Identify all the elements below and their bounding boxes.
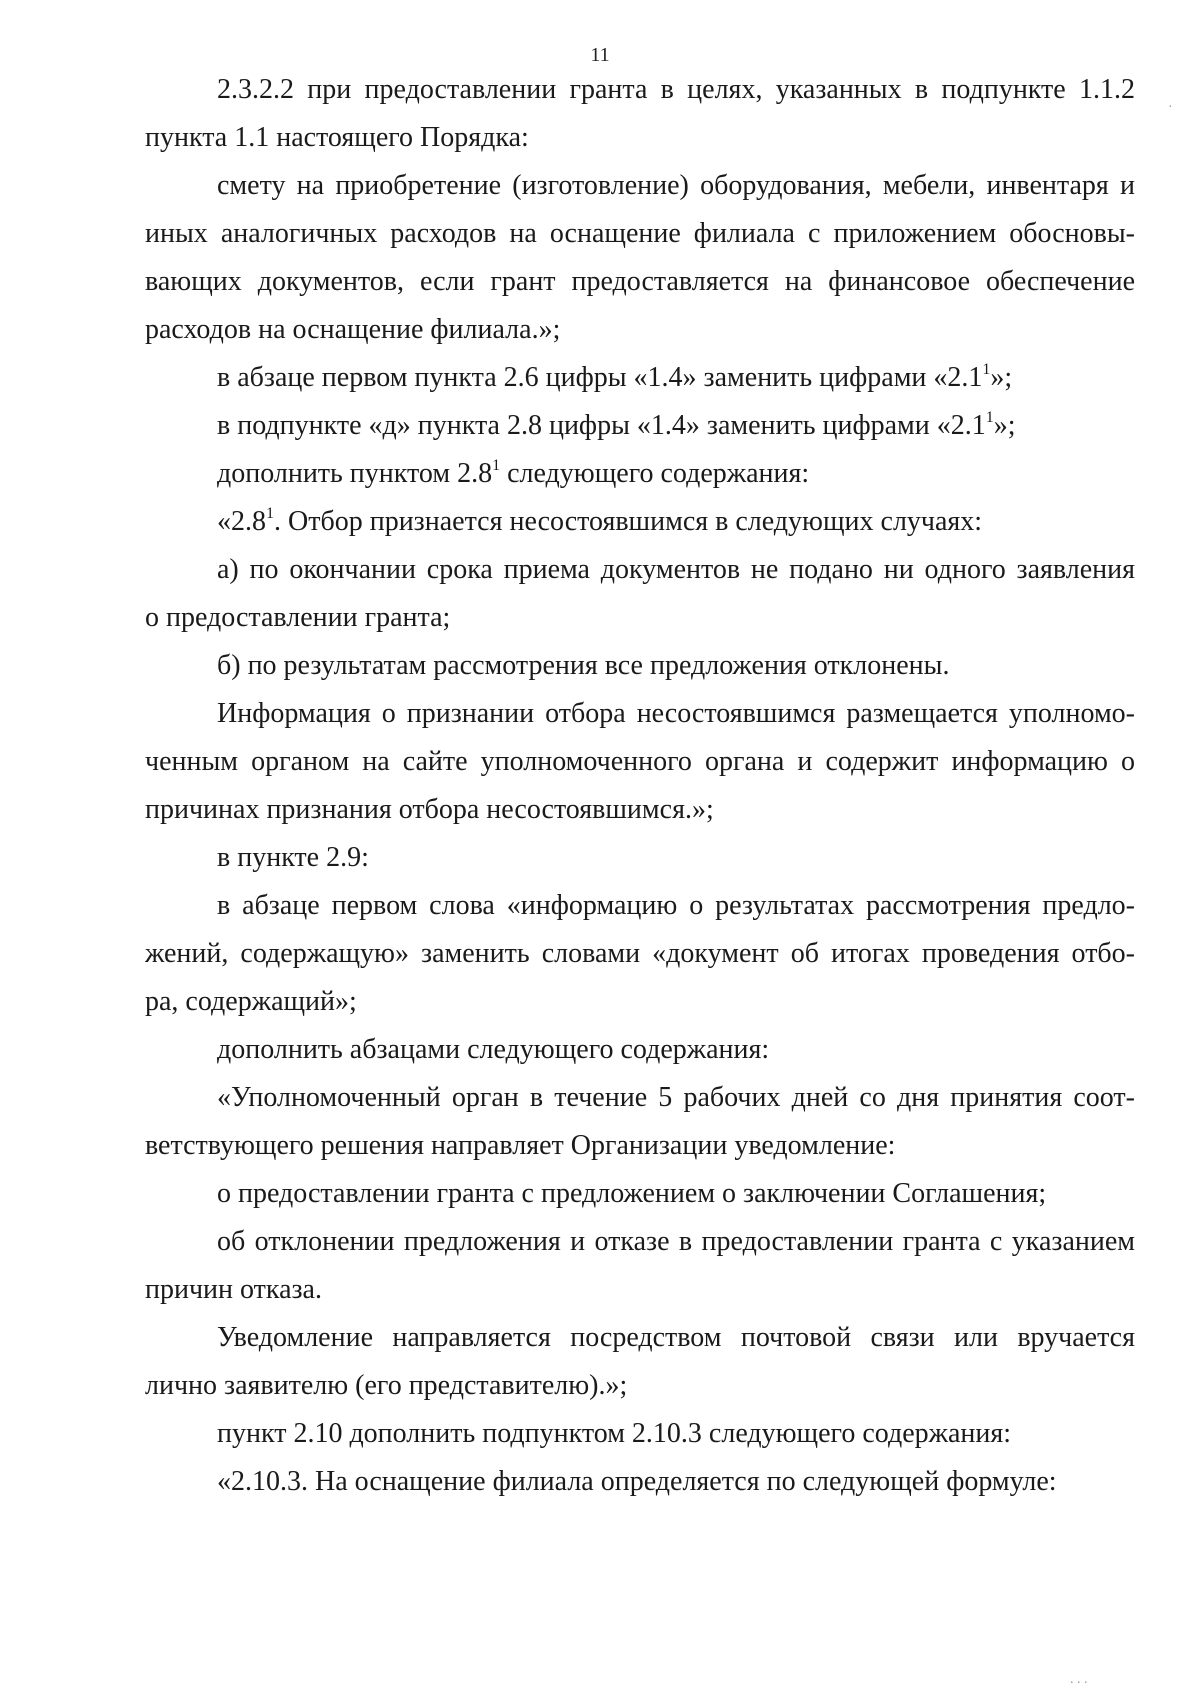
line-text: об отклонении предложения и отказе в предоставлении гранта с указанием [217,1226,1135,1257]
text-line [217,1416,1011,1452]
line-text: о предоставлении гранта; [145,602,451,633]
text-line [217,696,1135,732]
line-text: дополнить абзацами следующего содержания: [217,1034,770,1065]
text-line [145,120,529,156]
text-line [145,1128,895,1164]
text-line [217,408,1016,444]
line-text-tail: . Отбор признается несостоявшимся в следующих случаях: [274,506,983,537]
line-text: лично заявителю (его представителю).»; [145,1370,628,1401]
line-text: в абзаце первом слова «информацию о результатах рассмотрения предло- [217,890,1135,921]
text-line [217,552,1135,588]
superscript: 1 [492,457,501,474]
text-line [145,792,714,828]
text-line [145,216,1135,252]
line-text: пункта 1.1 настоящего Порядка: [145,122,529,153]
line-text: ветствующего решения направляет Организации уведомление: [145,1130,896,1161]
line-text: вающих документов, если грант предоставляется на финансовое обеспечение [145,266,1135,297]
line-text: Информация о признании отбора несостоявшимся размещается уполномо- [217,698,1135,729]
superscript: 1 [985,409,994,426]
line-text: смету на приобретение (изготовление) оборудования, мебели, инвентаря и [217,170,1135,201]
text-line [217,1320,1135,1356]
text-line [217,1080,1135,1116]
line-text: иных аналогичных расходов на оснащение филиала с приложением обосновы- [145,218,1135,249]
text-line [145,744,1135,780]
line-text: причинах признания отбора несостоявшимся.»; [145,794,714,825]
line-text: пункт 2.10 дополнить подпунктом 2.10.3 следующего содержания: [217,1418,1012,1449]
line-text: в абзаце первом пункта 2.6 цифры «1.4» заменить цифрами «2.1 [217,362,983,393]
text-line [145,1272,322,1308]
text-line [217,456,809,492]
text-line [145,1368,627,1404]
line-text-tail: »; [990,362,1013,393]
line-text: о предоставлении гранта с предложением о заключении Соглашения; [217,1178,1047,1209]
text-line [145,600,450,636]
text-line [217,360,1012,396]
line-text: ченным органом на сайте уполномоченного органа и содержит информацию о [145,746,1135,777]
line-text: в пункте 2.9: [217,842,369,873]
line-text: причин отказа. [145,1274,322,1305]
line-text: «Уполномоченный орган в течение 5 рабочих дней со дня принятия соот- [217,1082,1135,1113]
text-line [217,1176,1046,1212]
superscript: 1 [266,505,274,522]
text-line [145,984,357,1020]
scan-artifact: · [1168,100,1173,115]
text-line [217,1032,769,1068]
line-text-tail: »; [993,410,1016,441]
text-line [145,936,1135,972]
line-text: в подпункте «д» пункта 2.8 цифры «1.4» заменить цифрами «2.1 [217,410,986,441]
text-line [217,840,369,876]
line-text: а) по окончании срока приема документов не подано ни одного заявления [217,554,1135,585]
line-text: ра, содержащий»; [145,986,357,1017]
line-text: б) по результатам рассмотрения все предложения отклонены. [217,650,950,681]
line-text: «2.10.3. На оснащение филиала определяется по следующей формуле: [217,1466,1057,1497]
page-number: 11 [590,44,610,66]
text-line [217,72,1135,108]
text-line [217,168,1135,204]
line-text-tail: следующего содержания: [500,458,810,489]
line-text: 2.3.2.2 при предоставлении гранта в целях, указанных в подпункте 1.1.2 [217,74,1135,105]
line-text: «2.8 [217,506,266,537]
text-line [145,264,1135,300]
line-text: расходов на оснащение филиала.»; [145,314,561,345]
superscript: 1 [982,361,991,378]
line-text: Уведомление направляется посредством почтовой связи или вручается [217,1322,1135,1353]
text-line [217,504,982,540]
line-text: жений, содержащую» заменить словами «документ об итогах проведения отбо- [145,938,1135,969]
line-text: дополнить пунктом 2.8 [217,458,493,489]
text-line [217,888,1135,924]
text-line [217,1464,1057,1500]
text-line [145,312,560,348]
scan-artifact: . . . [1070,1672,1088,1687]
text-line [217,1224,1135,1260]
text-line [217,648,949,684]
